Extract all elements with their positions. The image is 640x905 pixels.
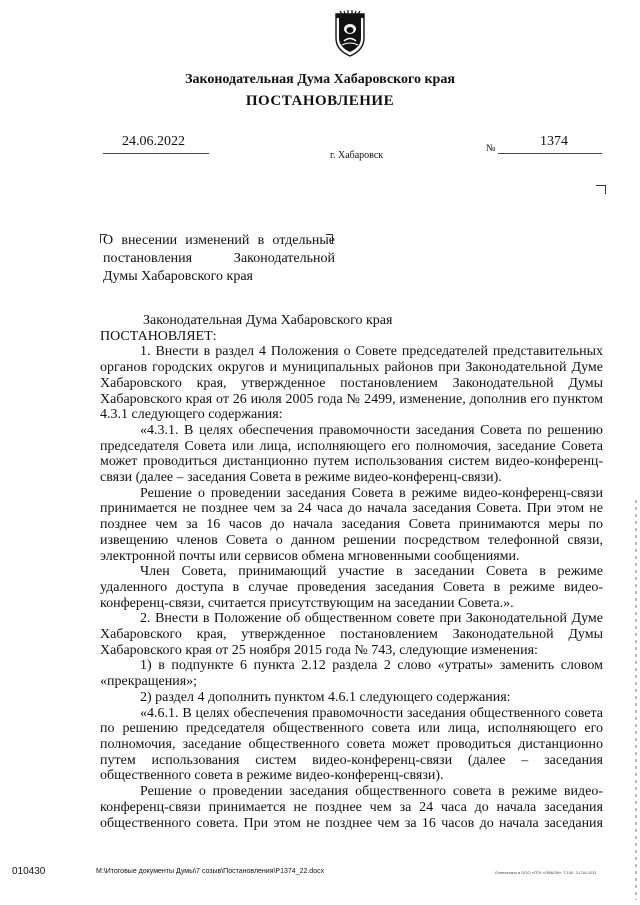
footer-file-path: М:\Итоговые документы Думы\7 созыв\Постановления\P1374_22.docx — [96, 868, 325, 875]
document-date: 24.06.2022 — [122, 134, 185, 149]
subject-line: Думы Хабаровского края — [103, 269, 253, 284]
body-paragraph: ПОСТАНОВЛЯЕТ: — [100, 328, 217, 344]
body-paragraph: 2) раздел 4 дополнить пунктом 4.6.1 следующего содержания: — [140, 689, 511, 705]
document-type: ПОСТАНОВЛЕНИЕ — [245, 93, 395, 109]
document-subject — [103, 232, 335, 286]
footer-print-note: Отпечатано в ООО «ПТК «ОВБОВ». Т.100. З-С16-1011 — [495, 870, 597, 875]
number-sign: № — [486, 143, 496, 154]
subject-line: постановления Законодательной — [103, 251, 335, 266]
body-paragraph: «4.6.1. В целях обеспечения правомочности заседания общественного совета по решению председателя общественного совета или лица, исполняющего его полномочия, заседание общественного совета может проводиться дистанционно путем использования систем видео-конференц-связи (далее – заседания общественного совета в режиме видео-конференц-связи). — [100, 705, 603, 784]
organization-title: Законодательная Дума Хабаровского края — [185, 72, 455, 87]
footer-code: 010430 — [12, 866, 46, 877]
body-paragraph: «4.3.1. В целях обеспечения правомочности заседания Совета по решению председателя Совета или лица, исполняющего его полномочия, заседание Совета может проводиться дистанционно путем использования систем видео-конференц-связи (далее – заседания Совета в режиме видео-конференц-связи). — [100, 422, 603, 486]
body-paragraph: 1. Внести в раздел 4 Положения о Совете председателей представительных органов городских округов и муниципальных районов при Законодательной Думе Хабаровского края, утвержденное постановлением Законодательной Думы Хабаровского края от 26 июля 2005 года № 2499, изменение, дополнив его пунктом 4.3.1 следующего содержания: — [100, 344, 603, 423]
number-underline — [498, 153, 602, 154]
body-paragraph: Решение о проведении заседания Совета в режиме видео-конференц-связи принимается не позднее чем за 24 часа до начала заседания Совета. При этом не позднее чем за 16 часов до начала заседания Совета принимаются меры по извещению членов Совета о данном решении посредством телефонной связи, электронной почты или сервисов обмена мгновенными сообщениями. — [100, 485, 603, 564]
subject-line: О внесении изменений в отдельные — [103, 233, 335, 248]
body-paragraph: Член Совета, принимающий участие в заседании Совета в режиме удаленного доступа в случае проведения заседания Совета в режиме видео-конференц-связи, считается присутствующим на заседании Совета.». — [100, 564, 603, 611]
document-body — [100, 313, 603, 831]
body-paragraph: 2. Внести в Положение об общественном совете при Законодательной Думе Хабаровского края, утвержденное постановлением Законодательной Думы Хабаровского края от 25 ноября 2015 года № 743, следующие изменения: — [100, 611, 603, 658]
body-paragraph: 1) в подпункте 6 пункта 2.12 раздела 2 слово «утраты» заменить словом «прекращения»; — [100, 658, 603, 690]
date-underline — [103, 153, 209, 154]
coat-of-arms-emblem — [330, 8, 370, 58]
body-paragraph: Законодательная Дума Хабаровского края — [143, 313, 393, 328]
corner-mark-top-right — [596, 185, 606, 194]
document-number: 1374 — [540, 134, 568, 149]
document-city: г. Хабаровск — [330, 150, 384, 161]
scan-edge-mark — [635, 500, 637, 900]
body-paragraph: Решение о проведении заседания общественного совета в режиме видео-конференц-связи принимается не позднее чем за 24 часа до начала заседания общественного совета. При этом не позднее чем за 16 часов до начала заседания — [100, 784, 603, 831]
